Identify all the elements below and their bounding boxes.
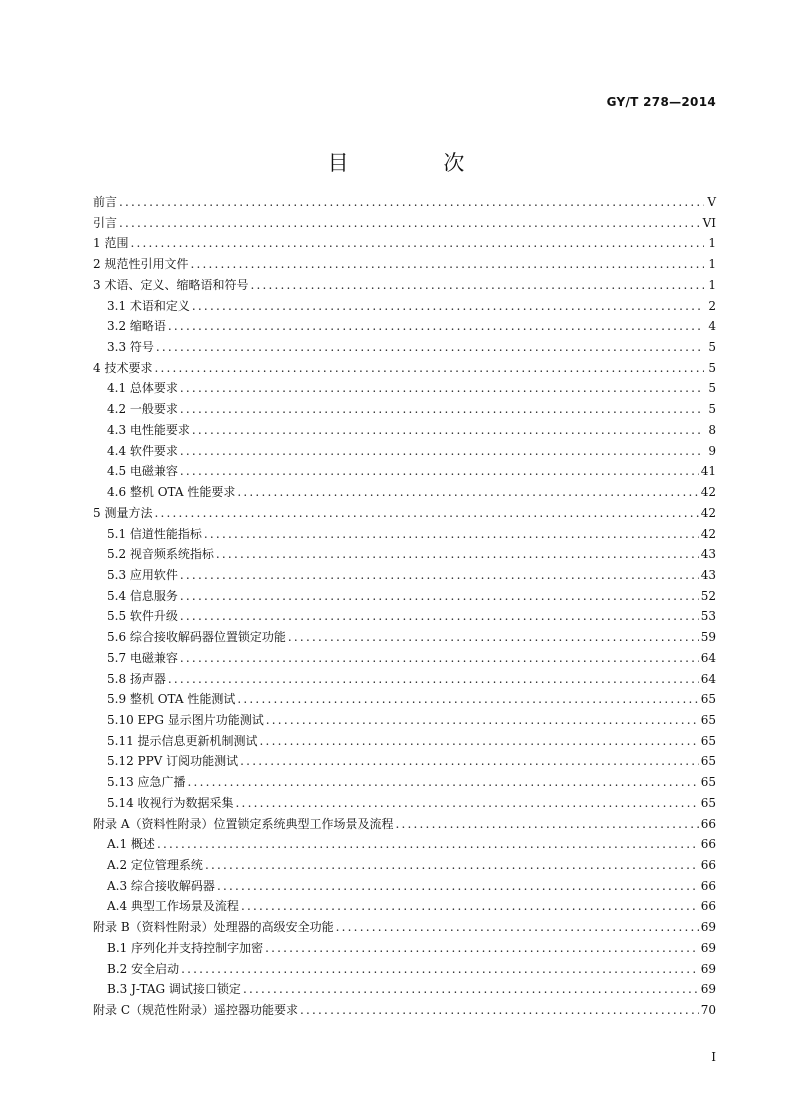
toc-entry[interactable] [93,192,716,213]
toc-entry-page: 70 [700,1003,716,1018]
toc-entry[interactable] [93,420,716,441]
document-code: GY/T 278—2014 [606,95,716,109]
toc-entry-page: 66 [700,878,716,893]
toc-entry[interactable] [93,378,716,399]
toc-entry[interactable] [93,524,716,545]
toc-entry[interactable] [93,896,716,917]
toc-entry-label: 5.8 扬声器 [107,671,166,686]
toc-entry-page: VI [702,215,716,230]
toc-leader-dots [119,192,704,213]
toc-entry-page: 65 [700,795,716,810]
toc-leader-dots [217,876,699,897]
toc-leader-dots [188,772,699,793]
toc-entry[interactable] [93,358,716,379]
toc-entry[interactable] [93,586,716,607]
toc-entry-label: 附录 C（规范性附录）遥控器功能要求 [93,1003,298,1018]
toc-leader-dots [192,296,704,317]
toc-entry-page: 65 [700,733,716,748]
toc-entry-page: 1 [708,277,716,292]
toc-leader-dots [154,503,698,524]
toc-entry-page: 65 [700,775,716,790]
toc-entry-label: 3 术语、定义、缩略语和符号 [93,277,249,292]
toc-entry-label: 5.5 软件升级 [107,609,178,624]
toc-leader-dots [130,233,704,254]
toc-entry-label: 5.7 电磁兼容 [107,650,178,665]
toc-leader-dots [265,938,699,959]
toc-entry-label: 5.14 收视行为数据采集 [107,795,234,810]
toc-entry[interactable] [93,213,716,234]
toc-entry[interactable] [93,751,716,772]
toc-entry[interactable] [93,254,716,275]
toc-entry[interactable] [93,669,716,690]
toc-entry-page: 42 [700,526,716,541]
toc-entry-page: 43 [700,547,716,562]
page-number: I [711,1050,716,1064]
toc-leader-dots [216,544,699,565]
toc-entry-label: 附录 A（资料性附录）位置锁定系统典型工作场景及流程 [93,816,394,831]
toc-entry[interactable] [93,938,716,959]
toc-entry-label: 5.9 整机 OTA 性能测试 [107,692,236,707]
toc-entry-label: 5.12 PPV 订阅功能测试 [107,754,239,769]
toc-leader-dots [190,254,704,275]
toc-leader-dots [180,586,699,607]
toc-entry-label: 4.4 软件要求 [107,443,178,458]
toc-leader-dots [205,855,699,876]
table-of-contents [93,192,716,1021]
toc-leader-dots [192,420,704,441]
toc-entry-page: 2 [708,298,716,313]
toc-entry-page: 41 [700,464,716,479]
toc-entry[interactable] [93,772,716,793]
toc-entry[interactable] [93,337,716,358]
toc-leader-dots [241,896,699,917]
toc-leader-dots [181,959,699,980]
toc-entry-label: 5.4 信息服务 [107,588,178,603]
toc-entry[interactable] [93,544,716,565]
toc-entry-label: 4.1 总体要求 [107,381,178,396]
toc-entry-page: 64 [700,671,716,686]
toc-entry[interactable] [93,275,716,296]
toc-leader-dots [154,358,704,379]
toc-entry[interactable] [93,917,716,938]
toc-entry-label: B.3 J-TAG 调试接口锁定 [107,982,241,997]
toc-entry-label: 5.3 应用软件 [107,567,178,582]
toc-entry-page: 64 [700,650,716,665]
toc-entry-label: 5.2 视音频系统指标 [107,547,214,562]
toc-leader-dots [180,399,704,420]
toc-entry[interactable] [93,482,716,503]
toc-entry[interactable] [93,233,716,254]
toc-entry-label: 5.13 应急广播 [107,775,186,790]
toc-entry-label: 前言 [93,195,118,209]
toc-title: 目 次 [327,151,509,175]
toc-entry[interactable] [93,979,716,1000]
toc-entry-page: 42 [700,485,716,500]
toc-entry-label: 引言 [93,215,118,230]
toc-entry-label: 1 范围 [93,236,129,251]
toc-leader-dots [180,461,699,482]
toc-leader-dots [180,606,699,627]
toc-entry[interactable] [93,627,716,648]
toc-entry-page: 52 [700,588,716,603]
toc-entry-page: 1 [708,236,716,251]
toc-leader-dots [180,648,699,669]
toc-leader-dots [236,793,699,814]
toc-entry-page: 4 [708,319,716,334]
toc-entry-page: 53 [700,609,716,624]
toc-leader-dots [168,316,704,337]
toc-entry-page: 59 [700,630,716,645]
toc-leader-dots [180,441,704,462]
toc-entry-page: 69 [700,920,716,935]
toc-entry[interactable] [93,793,716,814]
toc-entry[interactable] [93,1000,716,1021]
toc-entry-label: 4.3 电性能要求 [107,422,190,437]
toc-entry-label: 4.2 一般要求 [107,402,178,417]
toc-entry-label: 4.5 电磁兼容 [107,464,178,479]
toc-entry-page: 69 [700,982,716,997]
toc-entry[interactable] [93,296,716,317]
toc-entry[interactable] [93,461,716,482]
toc-leader-dots [119,213,701,234]
toc-entry-page: 5 [708,360,716,375]
toc-entry-page: 42 [700,505,716,520]
toc-entry[interactable] [93,959,716,980]
toc-entry-page: 66 [700,816,716,831]
toc-entry-page: 66 [700,899,716,914]
toc-entry-page: 66 [700,837,716,852]
toc-entry-label: 5.1 信道性能指标 [107,526,202,541]
toc-entry-label: 附录 B（资料性附录）处理器的高级安全功能 [93,920,334,935]
toc-leader-dots [180,565,699,586]
toc-entry-page: 5 [708,381,716,396]
toc-entry-page: 65 [700,692,716,707]
toc-entry-label: A.2 定位管理系统 [107,858,203,872]
toc-leader-dots [250,275,704,296]
toc-leader-dots [157,834,699,855]
toc-entry-label: 3.2 缩略语 [107,319,166,334]
toc-entry-label: A.4 典型工作场景及流程 [107,899,239,914]
toc-entry[interactable] [93,834,716,855]
toc-entry-page: 69 [700,940,716,955]
toc-leader-dots [240,751,699,772]
toc-entry-page: 43 [700,567,716,582]
toc-entry[interactable] [93,606,716,627]
toc-entry[interactable] [93,441,716,462]
toc-entry-page: 69 [700,961,716,976]
toc-leader-dots [237,482,698,503]
toc-entry-label: A.1 概述 [107,837,155,852]
toc-leader-dots [300,1000,699,1021]
toc-entry-page: 9 [708,443,716,458]
toc-entry-label: 5.6 综合接收解码器位置锁定功能 [107,630,286,645]
toc-entry-label: 4 技术要求 [93,360,153,375]
toc-leader-dots [260,731,699,752]
toc-entry[interactable] [93,316,716,337]
toc-entry-page: 65 [700,712,716,727]
toc-entry[interactable] [93,855,716,876]
toc-leader-dots [156,337,704,358]
toc-leader-dots [204,524,699,545]
toc-entry[interactable] [93,689,716,710]
toc-entry-label: 5.11 提示信息更新机制测试 [107,733,258,748]
toc-entry-page: V [707,195,716,209]
toc-entry[interactable] [93,710,716,731]
toc-leader-dots [288,627,699,648]
toc-entry[interactable] [93,731,716,752]
toc-entry-label: B.1 序列化并支持控制字加密 [107,940,264,955]
toc-leader-dots [180,378,704,399]
toc-entry-page: 65 [700,754,716,769]
toc-entry[interactable] [93,503,716,524]
toc-entry[interactable] [93,648,716,669]
toc-entry-label: 3.3 符号 [107,340,154,355]
toc-entry-label: 2 规范性引用文件 [93,257,189,272]
toc-entry-page: 1 [708,257,716,272]
toc-leader-dots [237,689,698,710]
toc-leader-dots [336,917,699,938]
toc-entry-label: 3.1 术语和定义 [107,298,190,313]
toc-leader-dots [168,669,699,690]
toc-entry[interactable] [93,876,716,897]
toc-leader-dots [243,979,699,1000]
toc-entry-page: 5 [708,340,716,355]
toc-entry[interactable] [93,814,716,835]
toc-entry-label: A.3 综合接收解码器 [107,878,215,893]
toc-leader-dots [266,710,699,731]
toc-entry-page: 5 [708,402,716,417]
toc-entry[interactable] [93,399,716,420]
toc-entry[interactable] [93,565,716,586]
toc-entry-page: 8 [708,422,716,437]
toc-entry-label: 4.6 整机 OTA 性能要求 [107,485,236,500]
toc-entry-label: 5.10 EPG 显示图片功能测试 [107,712,264,727]
toc-entry-label: 5 测量方法 [93,505,153,520]
toc-entry-page: 66 [700,858,716,872]
toc-leader-dots [395,814,698,835]
toc-entry-label: B.2 安全启动 [107,961,180,976]
